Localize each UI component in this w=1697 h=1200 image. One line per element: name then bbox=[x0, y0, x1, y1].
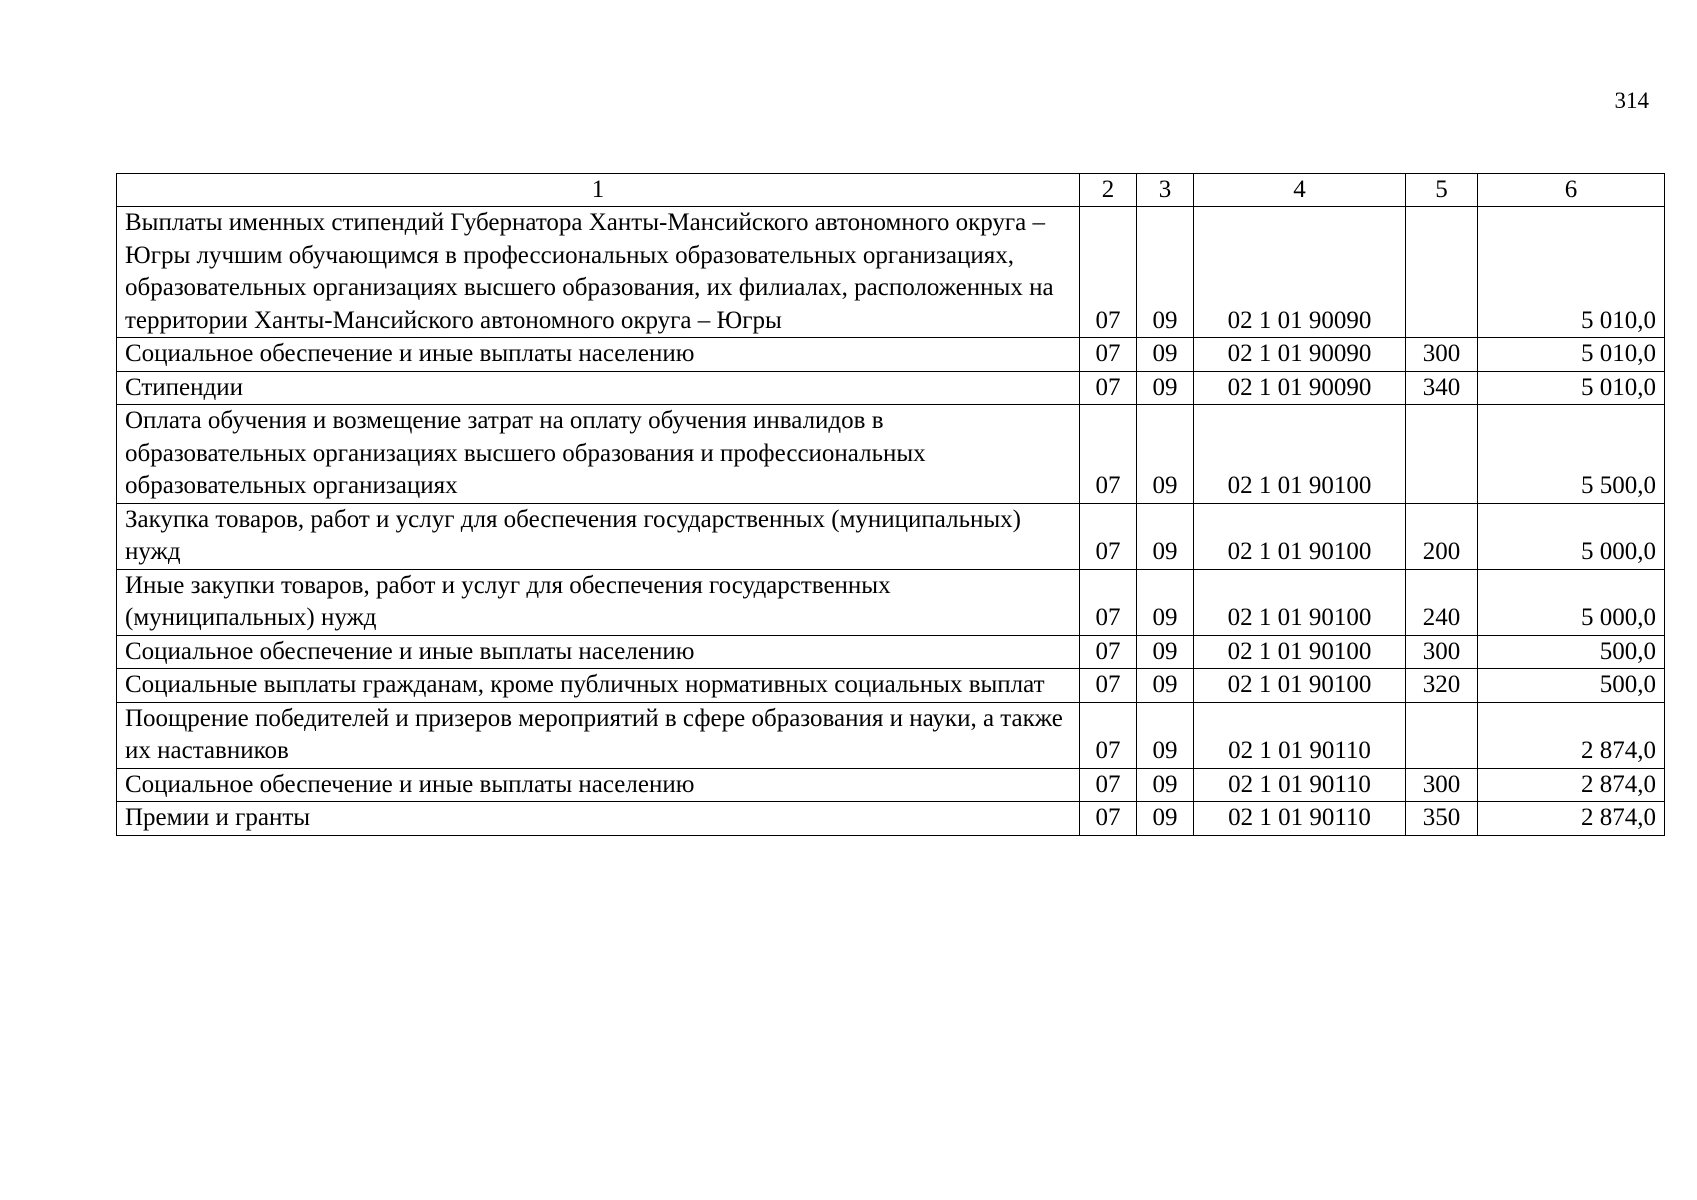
row-section: 07 bbox=[1080, 569, 1137, 635]
table-row bbox=[117, 503, 1665, 569]
table-row bbox=[117, 669, 1665, 703]
row-subsection: 09 bbox=[1137, 503, 1194, 569]
row-expense-type bbox=[1406, 405, 1478, 504]
row-subsection: 09 bbox=[1137, 802, 1194, 836]
table-row bbox=[117, 371, 1665, 405]
row-expense-type: 300 bbox=[1406, 635, 1478, 669]
row-amount: 5 010,0 bbox=[1478, 371, 1665, 405]
table-header-row bbox=[117, 174, 1665, 207]
row-name: Социальное обеспечение и иные выплаты населению bbox=[117, 768, 1080, 802]
row-target-code: 02 1 01 90090 bbox=[1194, 371, 1406, 405]
table-row bbox=[117, 338, 1665, 372]
row-target-code: 02 1 01 90100 bbox=[1194, 503, 1406, 569]
row-section: 07 bbox=[1080, 371, 1137, 405]
row-target-code: 02 1 01 90100 bbox=[1194, 635, 1406, 669]
row-amount: 2 874,0 bbox=[1478, 702, 1665, 768]
row-amount: 5 000,0 bbox=[1478, 503, 1665, 569]
row-name: Поощрение победителей и призеров мероприятий в сфере образования и науки, а также их наставников bbox=[117, 702, 1080, 768]
row-subsection: 09 bbox=[1137, 207, 1194, 338]
row-section: 07 bbox=[1080, 503, 1137, 569]
table-row bbox=[117, 702, 1665, 768]
row-section: 07 bbox=[1080, 802, 1137, 836]
row-section: 07 bbox=[1080, 338, 1137, 372]
row-subsection: 09 bbox=[1137, 569, 1194, 635]
row-subsection: 09 bbox=[1137, 338, 1194, 372]
row-amount: 2 874,0 bbox=[1478, 768, 1665, 802]
row-target-code: 02 1 01 90110 bbox=[1194, 768, 1406, 802]
row-expense-type bbox=[1406, 207, 1478, 338]
table-row bbox=[117, 635, 1665, 669]
row-name: Социальное обеспечение и иные выплаты населению bbox=[117, 338, 1080, 372]
row-amount: 5 500,0 bbox=[1478, 405, 1665, 504]
column-header-2: 2 bbox=[1080, 174, 1137, 207]
row-section: 07 bbox=[1080, 768, 1137, 802]
row-target-code: 02 1 01 90090 bbox=[1194, 338, 1406, 372]
row-expense-type: 300 bbox=[1406, 768, 1478, 802]
row-amount: 5 000,0 bbox=[1478, 569, 1665, 635]
column-header-1: 1 bbox=[117, 174, 1080, 207]
row-target-code: 02 1 01 90100 bbox=[1194, 569, 1406, 635]
row-name: Стипендии bbox=[117, 371, 1080, 405]
row-expense-type: 340 bbox=[1406, 371, 1478, 405]
row-amount: 500,0 bbox=[1478, 635, 1665, 669]
row-expense-type: 350 bbox=[1406, 802, 1478, 836]
row-expense-type: 240 bbox=[1406, 569, 1478, 635]
row-target-code: 02 1 01 90110 bbox=[1194, 802, 1406, 836]
row-section: 07 bbox=[1080, 207, 1137, 338]
row-name: Социальное обеспечение и иные выплаты населению bbox=[117, 635, 1080, 669]
table-row bbox=[117, 569, 1665, 635]
row-name: Иные закупки товаров, работ и услуг для обеспечения государственных (муниципальных) нужд bbox=[117, 569, 1080, 635]
row-target-code: 02 1 01 90090 bbox=[1194, 207, 1406, 338]
row-expense-type: 200 bbox=[1406, 503, 1478, 569]
row-section: 07 bbox=[1080, 405, 1137, 504]
row-name: Социальные выплаты гражданам, кроме публичных нормативных социальных выплат bbox=[117, 669, 1080, 703]
budget-table bbox=[116, 173, 1665, 836]
row-name: Премии и гранты bbox=[117, 802, 1080, 836]
column-header-6: 6 bbox=[1478, 174, 1665, 207]
row-target-code: 02 1 01 90100 bbox=[1194, 669, 1406, 703]
row-expense-type bbox=[1406, 702, 1478, 768]
row-subsection: 09 bbox=[1137, 635, 1194, 669]
row-expense-type: 320 bbox=[1406, 669, 1478, 703]
row-section: 07 bbox=[1080, 635, 1137, 669]
row-name: Закупка товаров, работ и услуг для обеспечения государственных (муниципальных) нужд bbox=[117, 503, 1080, 569]
row-amount: 500,0 bbox=[1478, 669, 1665, 703]
row-amount: 5 010,0 bbox=[1478, 338, 1665, 372]
row-amount: 5 010,0 bbox=[1478, 207, 1665, 338]
row-subsection: 09 bbox=[1137, 702, 1194, 768]
row-section: 07 bbox=[1080, 669, 1137, 703]
row-target-code: 02 1 01 90100 bbox=[1194, 405, 1406, 504]
row-amount: 2 874,0 bbox=[1478, 802, 1665, 836]
column-header-3: 3 bbox=[1137, 174, 1194, 207]
row-name: Выплаты именных стипендий Губернатора Ханты-Мансийского автономного округа – Югры лучшим обучающимся в профессиональных образовательных организациях, образовательных организациях высшего образования, их филиалах, расположенных на территории Ханты-Мансийского автономного округа – Югры bbox=[117, 207, 1080, 338]
row-subsection: 09 bbox=[1137, 405, 1194, 504]
table-row bbox=[117, 405, 1665, 504]
page-number: 314 bbox=[1614, 88, 1649, 113]
column-header-5: 5 bbox=[1406, 174, 1478, 207]
table-row bbox=[117, 207, 1665, 338]
table-row bbox=[117, 768, 1665, 802]
table-row bbox=[117, 802, 1665, 836]
column-header-4: 4 bbox=[1194, 174, 1406, 207]
row-target-code: 02 1 01 90110 bbox=[1194, 702, 1406, 768]
row-subsection: 09 bbox=[1137, 371, 1194, 405]
row-subsection: 09 bbox=[1137, 669, 1194, 703]
row-section: 07 bbox=[1080, 702, 1137, 768]
row-subsection: 09 bbox=[1137, 768, 1194, 802]
row-name: Оплата обучения и возмещение затрат на оплату обучения инвалидов в образовательных организациях высшего образования и профессиональных образовательных организациях bbox=[117, 405, 1080, 504]
row-expense-type: 300 bbox=[1406, 338, 1478, 372]
